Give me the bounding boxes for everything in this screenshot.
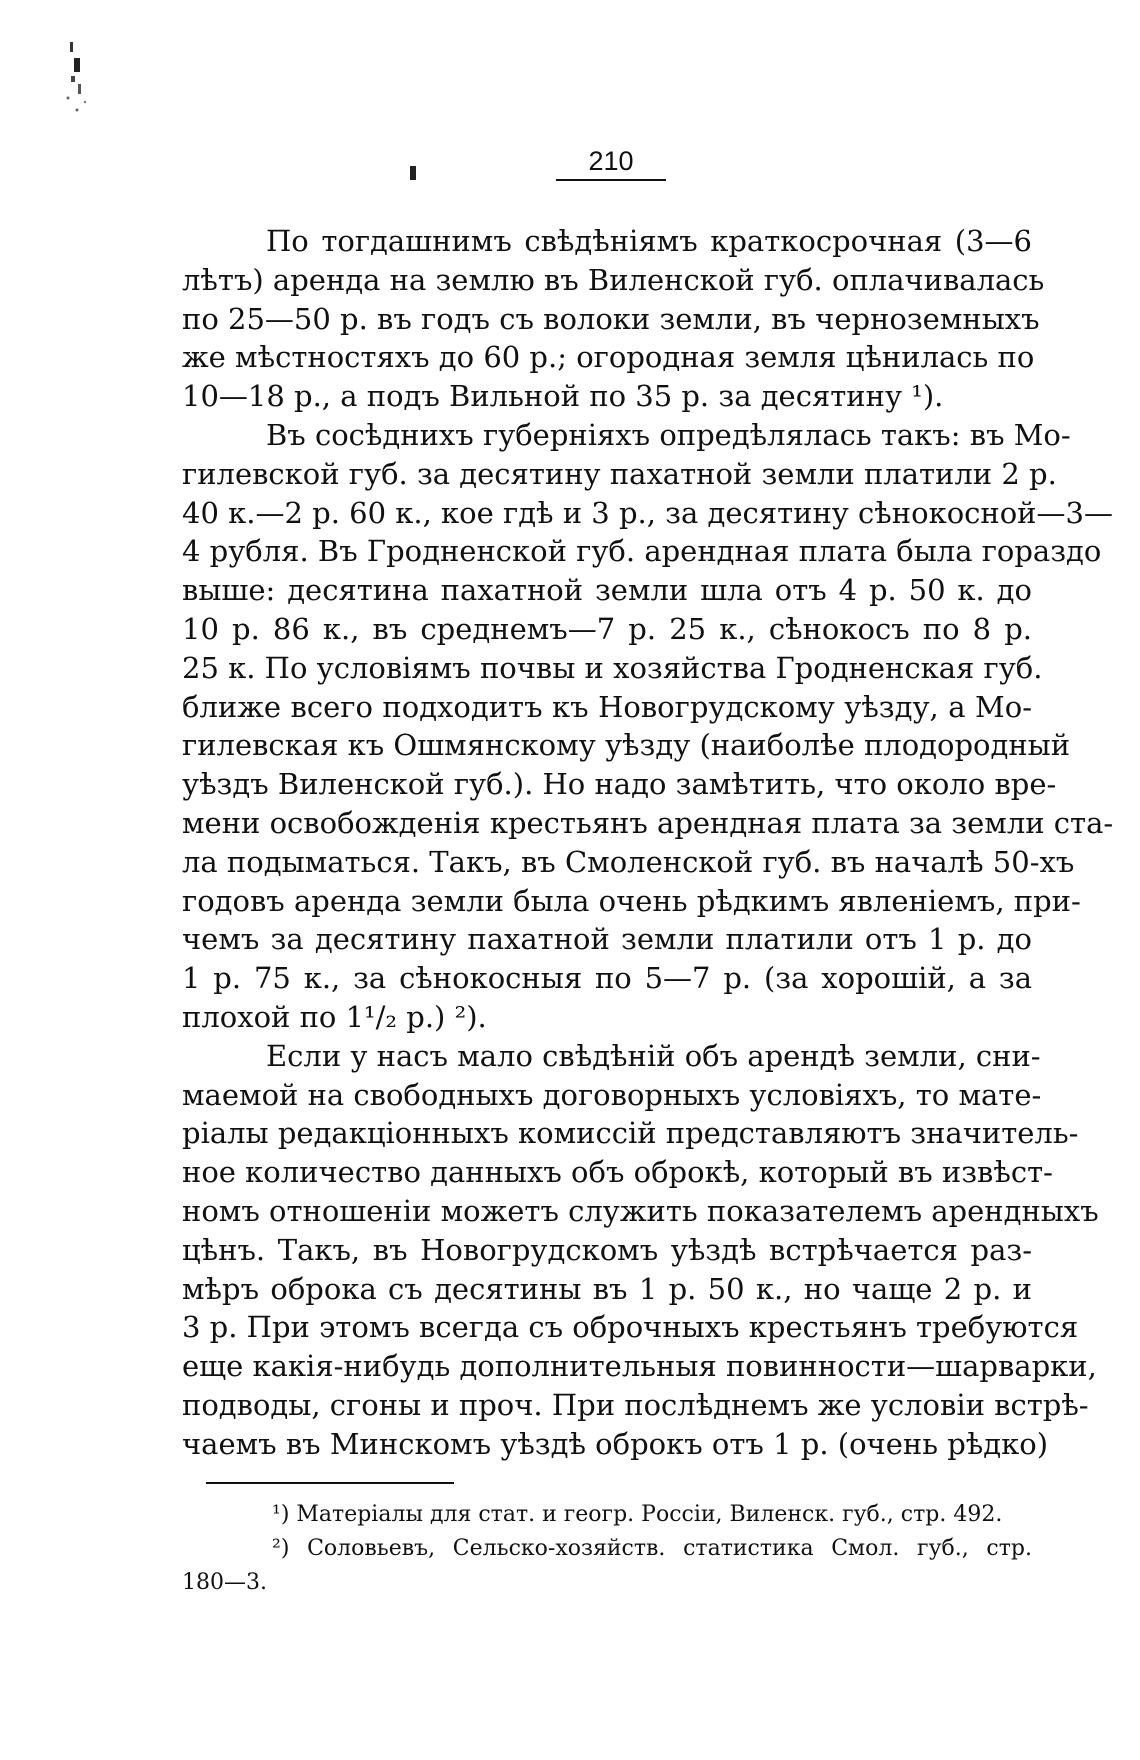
scan-speckle-marks bbox=[50, 40, 100, 130]
text-line: 40 к.—2 р. 60 к., кое гдѣ и 3 р., за десятину сѣнокосной—3— bbox=[182, 495, 1113, 530]
text-line: уѣздъ Виленской губ.). Но надо замѣтить, что около вре- bbox=[182, 767, 1057, 802]
text-line: лѣтъ) аренда на землю въ Виленской губ. оплачивалась bbox=[182, 262, 1045, 297]
footnote-2: ²) Соловьевъ, Сельско-хозяйств. статистика Смол. губ., стр. bbox=[272, 1536, 1032, 1561]
text-line: подводы, сгоны и проч. При послѣднемъ же условіи встрѣ- bbox=[182, 1387, 1089, 1422]
footnote-divider bbox=[206, 1482, 454, 1484]
text-line: плохой по 1¹/₂ р.) ²). bbox=[182, 999, 487, 1034]
text-line: гилевская къ Ошмянскому уѣзду (наиболѣе плодородный bbox=[182, 728, 1071, 763]
text-line: же мѣстностяхъ до 60 р.; огородная земля цѣнилась по bbox=[182, 340, 1035, 375]
text-line: ближе всего подходитъ къ Новогрудскому уѣзду, а Мо- bbox=[182, 689, 1032, 724]
body-text bbox=[182, 222, 1114, 1464]
text-line: мѣръ оброка съ десятины въ 1 р. 50 к., но чаще 2 р. и bbox=[182, 1271, 1032, 1306]
paragraph-1 bbox=[182, 222, 1045, 416]
text-line: 25 к. По условіямъ почвы и хозяйства Гродненская губ. bbox=[182, 650, 1043, 685]
footnotes bbox=[182, 1498, 1032, 1600]
text-line: Въ сосѣднихъ губерніяхъ опредѣлялась такъ: въ Мо- bbox=[266, 417, 1071, 452]
paragraph-3 bbox=[182, 1037, 1099, 1464]
text-line: ріалы редакціонныхъ комиссій представляютъ значитель- bbox=[182, 1116, 1079, 1151]
text-line: еще какія-нибудь дополнительныя повинности—шарварки, bbox=[182, 1349, 1097, 1384]
footnote-2-continuation: 180—3. bbox=[182, 1570, 267, 1595]
text-line: ное количество данныхъ объ оброкѣ, который въ извѣст- bbox=[182, 1155, 1053, 1190]
text-line: цѣнъ. Такъ, въ Новогрудскомъ уѣздѣ встрѣчается раз- bbox=[182, 1232, 1032, 1267]
text-line: чаемъ въ Минскомъ уѣздѣ оброкъ отъ 1 р. (очень рѣдко) bbox=[182, 1426, 1049, 1461]
print-mark bbox=[410, 166, 416, 180]
footnote-1: ¹) Матеріалы для стат. и геогр. Россіи, Виленск. губ., стр. 492. bbox=[272, 1502, 1003, 1527]
page-number-text: 210 bbox=[588, 146, 634, 176]
text-line: Если у насъ мало свѣдѣній объ арендѣ земли, сни- bbox=[266, 1038, 1041, 1073]
text-line: 4 рубля. Въ Гродненской губ. арендная плата была гораздо bbox=[182, 534, 1102, 569]
page-number bbox=[556, 146, 666, 181]
text-line: чемъ за десятину пахатной земли платили отъ 1 р. до bbox=[182, 922, 1032, 957]
text-line: по 25—50 р. въ годъ съ волоки земли, въ черноземныхъ bbox=[182, 301, 1040, 336]
text-line: 10 р. 86 к., въ среднемъ—7 р. 25 к., сѣнокосъ по 8 р. bbox=[182, 611, 1032, 646]
text-line: 3 р. При этомъ всегда съ оброчныхъ крестьянъ требуются bbox=[182, 1310, 1079, 1345]
text-line: выше: десятина пахатной земли шла отъ 4 р. 50 к. до bbox=[182, 573, 1032, 608]
text-line: годовъ аренда земли была очень рѣдкимъ явленіемъ, при- bbox=[182, 883, 1081, 918]
text-line: номъ отношеніи можетъ служить показателемъ арендныхъ bbox=[182, 1193, 1099, 1228]
text-line: маемой на свободныхъ договорныхъ условіяхъ, то мате- bbox=[182, 1077, 1042, 1112]
text-line: ла подыматься. Такъ, въ Смоленской губ. въ началѣ 50-хъ bbox=[182, 844, 1075, 879]
text-line: По тогдашнимъ свѣдѣніямъ краткосрочная (3—6 bbox=[266, 224, 1032, 258]
paragraph-2 bbox=[182, 416, 1114, 1037]
text-line: мени освобожденія крестьянъ арендная плата за земли ста- bbox=[182, 805, 1114, 840]
text-line: 1 р. 75 к., за сѣнокосныя по 5—7 р. (за хорошій, а за bbox=[182, 961, 1032, 996]
text-line: гилевской губ. за десятину пахатной земли платили 2 р. bbox=[182, 456, 1057, 491]
text-line: 10—18 р., а подъ Вильной по 35 р. за десятину ¹). bbox=[182, 379, 944, 414]
